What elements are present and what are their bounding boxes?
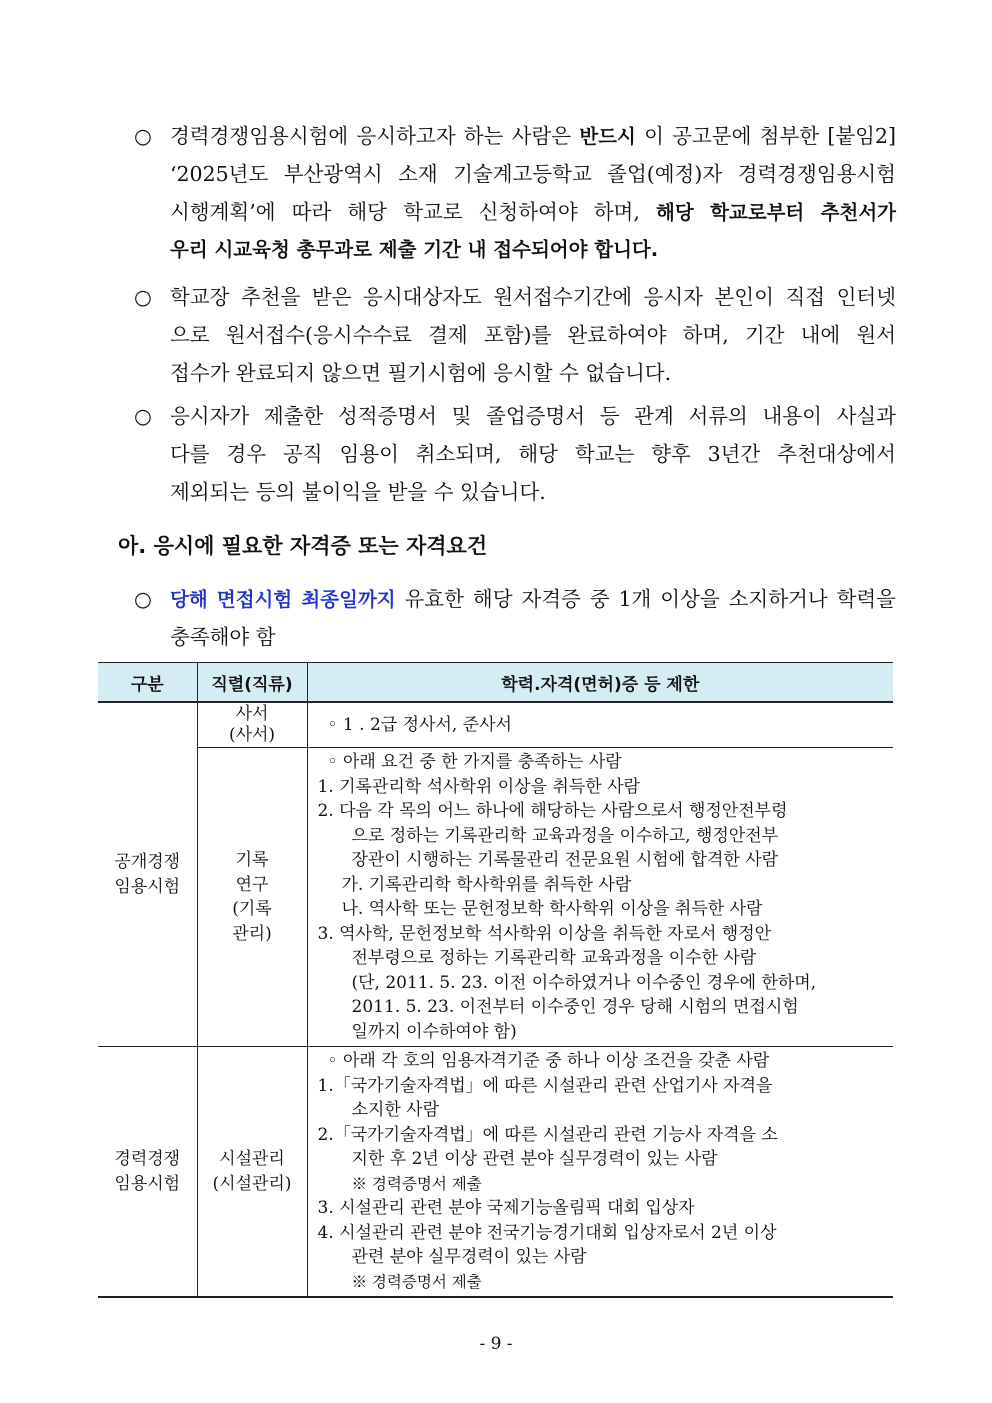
- table-row: [98, 748, 893, 1047]
- circle-bullet-icon: ○: [134, 285, 152, 309]
- paragraph-line: ○ 경력경쟁임용시험에 응시하고자 하는 사람은 반드시 이 공고문에 첨부한 [붙임2]: [134, 117, 896, 155]
- header-series: 직렬(직류): [197, 663, 307, 703]
- page-number: - 9 -: [479, 1334, 513, 1354]
- paragraph-line: 시행계획’에 따라 해당 학교로 신청하여야 하며, 해당 학교로부터 추천서가: [170, 200, 896, 224]
- category-cell: 공개경쟁 임용시험: [98, 702, 197, 1047]
- paragraph-line: 충족해야 함: [170, 625, 276, 649]
- paragraph-line: ‘2025년도 부산광역시 소재 기술계고등학교 졸업(예정)자 경력경쟁임용시험: [170, 162, 896, 186]
- paragraph-false-documents: [134, 397, 896, 511]
- table-row: [98, 702, 893, 748]
- circle-bullet-icon: ○: [134, 404, 152, 428]
- paragraph-line: 다를 경우 공직 임용이 취소되며, 해당 학교는 향후 3년간 추천대상에서: [170, 442, 896, 466]
- emphasis-text: 해당 학교로부터 추천서가: [656, 201, 896, 224]
- requirements-cell: ◦ 아래 각 호의 임용자격기준 중 하나 이상 조건을 갖춘 사람 1.「국가기술자격법」에 따른 시설관리 관련 산업기사 자격을 소지한 사람 2.「국가기술자격법」에 따른 시설관리 관련 기능사 자격을 소 지한 후 2년 이상 관련 분야 실무경력이 있는 사람 ※ 경력증명서 제출 3. 시설관리 관련 분야 국제기능올림픽 대회 입상자 4. 시설관리 관련 분야 전국기능경기대회 입상자로서 2년 이상 관련 분야 실무경력이 있는 사람 ※ 경력증명서 제출: [307, 1047, 893, 1298]
- header-requirements: 학력.자격(면허)증 등 제한: [307, 663, 893, 703]
- qualification-table: [98, 662, 893, 1298]
- series-cell: 사서 (사서): [197, 702, 307, 748]
- emphasis-line: 우리 시교육청 총무과로 제출 기간 내 접수되어야 합니다.: [170, 238, 659, 261]
- table-row: [98, 1047, 893, 1298]
- emphasis-text: 반드시: [579, 125, 636, 148]
- paragraph-line: 으로 원서접수(응시수수료 결제 포함)를 완료하여야 하며, 기간 내에 원서: [170, 323, 896, 347]
- paragraph-online-application: [134, 278, 896, 392]
- requirements-cell: ◦ 아래 요건 중 한 가지를 충족하는 사람 1. 기록관리학 석사학위 이상을 취득한 사람 2. 다음 각 목의 어느 하나에 해당하는 사람으로서 행정안전부령 으로 정하는 기록관리학 교육과정을 이수하고, 행정안전부 장관이 시행하는 기록물관리 전문요원 시험에 합격한 사람 가. 기록관리학 학사학위를 취득한 사람 나. 역사학 또는 문헌정보학 학사학위 이상을 취득한 사람 3. 역사학, 문헌정보학 석사학위 이상을 취득한 자로서 행정안 전부령으로 정하는 기록관리학 교육과정을 이수한 사람 (단, 2011. 5. 23. 이전 이수하였거나 이수중인 경우에 한하며, 2011. 5. 23. 이전부터 이수중인 경우 당해 시험의 면접시험 일까지 이수하여야 함): [307, 748, 893, 1047]
- paragraph-line: ○ 응시자가 제출한 성적증명서 및 졸업증명서 등 관계 서류의 내용이 사실과: [134, 397, 896, 435]
- paragraph-line: 제외되는 등의 불이익을 받을 수 있습니다.: [170, 480, 546, 504]
- circle-bullet-icon: ○: [134, 587, 152, 611]
- category-cell: 경력경쟁 임용시험: [98, 1047, 197, 1298]
- paragraph-application-via-school: [134, 117, 896, 269]
- series-cell: 기록 연구 (기록 관리): [197, 748, 307, 1047]
- paragraph-line: ○ 당해 면접시험 최종일까지 유효한 해당 자격증 중 1개 이상을 소지하거나 학력을: [134, 580, 896, 618]
- paragraph-line: 접수가 완료되지 않으면 필기시험에 응시할 수 없습니다.: [170, 361, 672, 385]
- requirements-cell: ◦ 1 . 2급 정사서, 준사서: [307, 702, 893, 748]
- note-text: ※ 경력증명서 제출: [351, 1272, 482, 1291]
- table-header-row: [98, 663, 893, 703]
- circle-bullet-icon: ○: [134, 124, 152, 148]
- highlight-text: 당해 면접시험 최종일까지: [170, 588, 396, 611]
- section-heading: 아. 응시에 필요한 자격증 또는 자격요건: [118, 534, 488, 558]
- series-cell: 시설관리 (시설관리): [197, 1047, 307, 1298]
- header-category: 구분: [98, 663, 197, 703]
- note-text: ※ 경력증명서 제출: [351, 1174, 482, 1193]
- paragraph-qualification: [134, 580, 896, 656]
- paragraph-line: ○ 학교장 추천을 받은 응시대상자도 원서접수기간에 응시자 본인이 직접 인터넷: [134, 278, 896, 316]
